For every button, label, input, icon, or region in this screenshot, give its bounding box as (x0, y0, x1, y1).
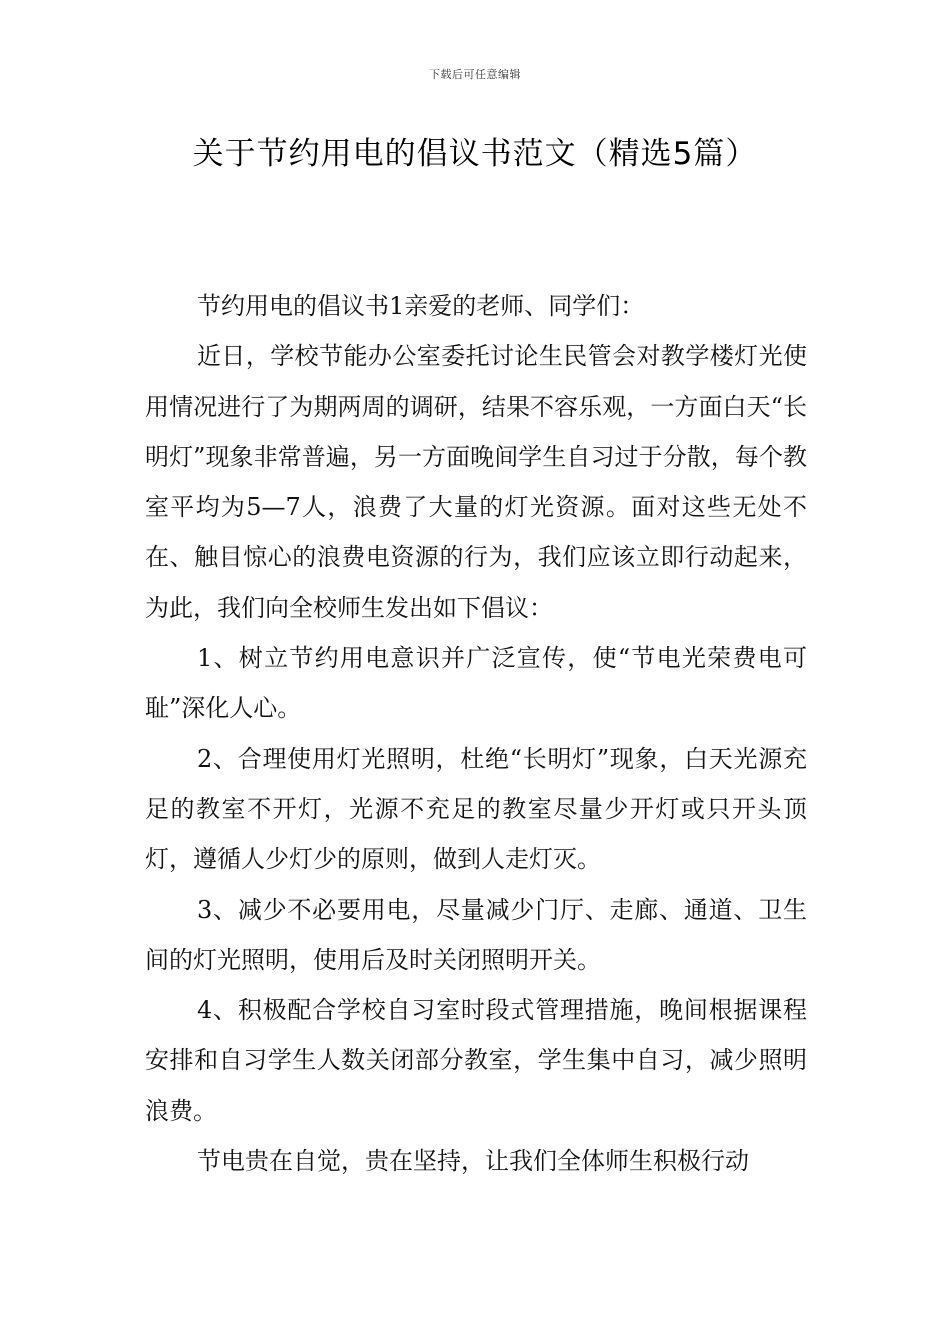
document-title: 关于节约用电的倡议书范文（精选5篇） (192, 136, 758, 172)
paragraph-item-3: 3、减少不必要用电，尽量减少门厅、走廊、通道、卫生间的灯光照明，使用后及时关闭照明开关。 (145, 895, 807, 974)
header-note: 下载后可任意编辑 (429, 68, 521, 81)
paragraph-greeting: 节约用电的倡议书1亲爱的老师、同学们： (197, 292, 645, 320)
paragraph-item-1: 1、树立节约用电意识并广泛宣传，使“节电光荣费电可耻”深化人心。 (145, 644, 807, 723)
paragraph-intro: 近日，学校节能办公室委托讨论生民管会对教学楼灯光使用情况进行了为期两周的调研，结果不容乐观，一方面白天“长明灯”现象非常普遍，另一方面晚间学生自习过于分散，每个教室平均为5—7人，浪费了大量的灯光资源。面对这些无处不在、触目惊心的浪费电资源的行为，我们应该立即行动起来，为此，我们向全校师生发出如下倡议： (145, 342, 807, 622)
paragraph-closing: 节电贵在自觉，贵在坚持，让我们全体师生积极行动 (197, 1147, 749, 1176)
paragraph-item-2: 2、合理使用灯光照明，杜绝“长明灯”现象，白天光源充足的教室不开灯，光源不充足的教室尽量少开灯或只开头顶灯，遵循人少灯少的原则，做到人走灯灭。 (145, 744, 807, 874)
document-body (145, 281, 807, 1186)
paragraph-item-4: 4、积极配合学校自习室时段式管理措施，晚间根据课程安排和自习学生人数关闭部分教室，学生集中自习，减少照明浪费。 (145, 996, 807, 1125)
